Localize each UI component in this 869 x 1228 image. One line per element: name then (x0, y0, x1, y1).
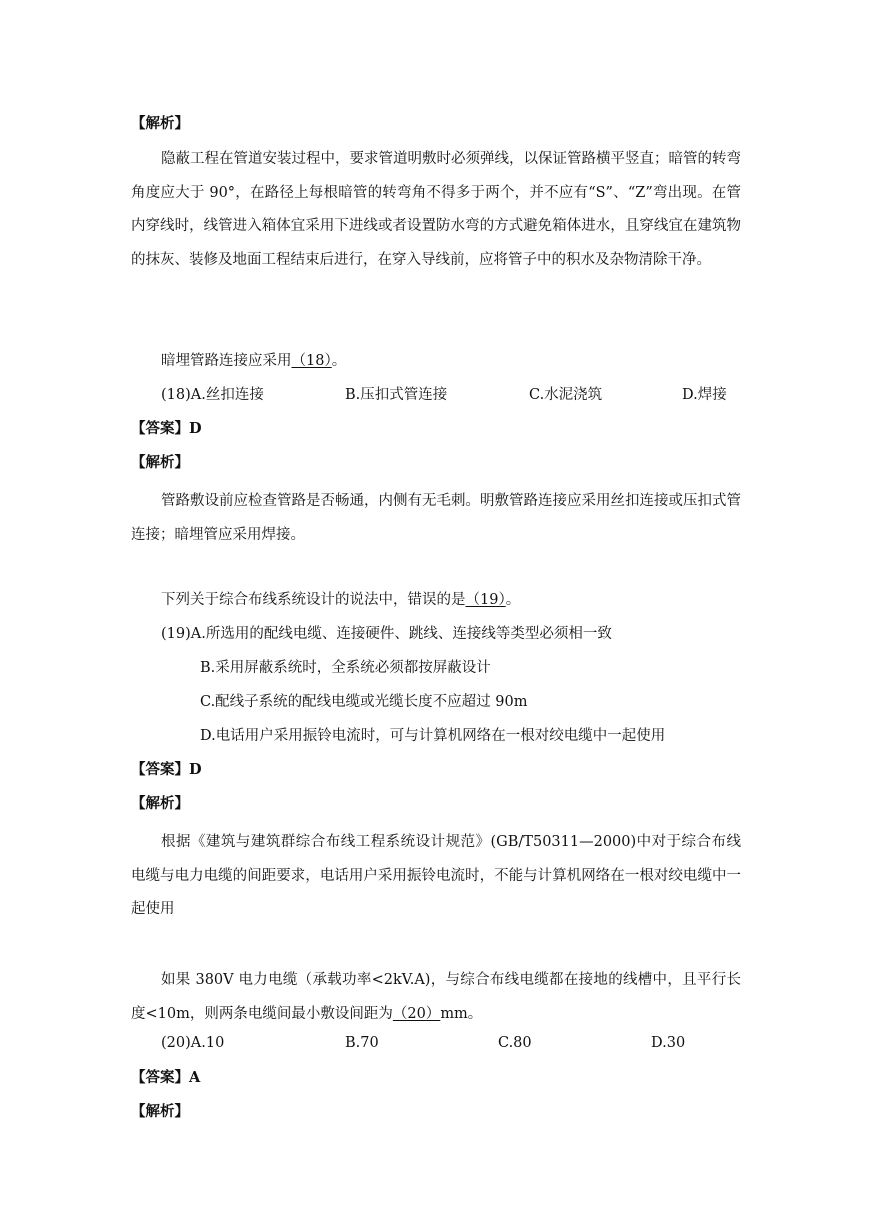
question-19-stem (161, 590, 520, 610)
answer-label: 【答案】 (131, 420, 189, 437)
analysis-heading-18: 【解析】 (131, 454, 189, 471)
analysis-heading-19: 【解析】 (131, 795, 189, 812)
answer-label: 【答案】 (131, 1069, 189, 1086)
answer-label: 【答案】 (131, 761, 189, 778)
answer-18 (131, 419, 202, 439)
question-19-blank: （19） (465, 592, 506, 608)
question-19-stem-pre: 下列关于综合布线系统设计的说法中，错误的是 (161, 592, 466, 608)
question-20-option-d: D.30 (651, 1035, 686, 1051)
question-18-blank: （18） (291, 353, 332, 369)
question-20-option-c: C.80 (498, 1035, 532, 1051)
analysis-text-1: 隐蔽工程在管道安装过程中，要求管道明敷时必须弹线，以保证管路横平竖直；暗管的转弯角度应大于 90°，在路径上每根暗管的转弯角不得多于两个，并不应有“S”、“Z”弯出现。在管内穿线时，线管进入箱体宜采用下进线或者设置防水弯的方式避免箱体进水，且穿线宜在建筑物的抹灰、装修及地面工程结束后进行，在穿入导线前，应将管子中的积水及杂物清除干净。 (131, 151, 741, 268)
question-20-stem-post: mm。 (440, 1005, 483, 1022)
question-20-stem (131, 964, 741, 1031)
question-20-stem-pre: 如果 380V 电力电缆（承载功率<2kV.A)，与综合布线电缆都在接地的线槽中，且平行长度<10m，则两条电缆间最小敷设间距为 (131, 972, 741, 1022)
question-20-option-b: B.70 (345, 1035, 379, 1051)
analysis-text-18: 管路敷设前应检查管路是否畅通，内侧有无毛刺。明敷管路连接应采用丝扣连接或压扣式管连接；暗埋管应采用焊接。 (131, 493, 741, 543)
analysis-heading-20: 【解析】 (131, 1103, 189, 1120)
question-19-option-a: (19)A.所选用的配线电缆、连接硬件、跳线、连接线等类型必须相一致 (161, 626, 612, 642)
question-18-option-d: D.焊接 (682, 387, 727, 403)
question-20-blank: （20） (392, 1005, 441, 1022)
analysis-text-19: 根据《建筑与建筑群综合布线工程系统设计规范》(GB/T50311—2000)中对于综合布线电缆与电力电缆的间距要求，电话用户采用振铃电流时，不能与计算机网络在一根对绞电缆中一起使用 (131, 834, 741, 917)
question-18-stem-pre: 暗埋管路连接应采用 (161, 353, 292, 369)
question-18-option-a: (18)A.丝扣连接 (161, 387, 264, 403)
question-18-option-b: B.压扣式管连接 (345, 387, 448, 403)
answer-value: D (189, 420, 202, 437)
question-19-option-d: D.电话用户采用振铃电流时，可与计算机网络在一根对绞电缆中一起使用 (200, 728, 666, 744)
answer-20 (131, 1068, 200, 1088)
question-19-option-c: C.配线子系统的配线电缆或光缆长度不应超过 90m (200, 694, 528, 710)
analysis-heading-1: 【解析】 (131, 115, 189, 132)
question-20-option-a: (20)A.10 (161, 1035, 225, 1051)
answer-value: A (189, 1069, 201, 1086)
question-18-stem (161, 351, 346, 371)
question-18-stem-post: 。 (331, 353, 347, 369)
answer-19 (131, 760, 202, 780)
question-19-stem-post: 。 (505, 592, 521, 608)
answer-value: D (189, 761, 202, 778)
question-18-option-c: C.水泥浇筑 (529, 387, 603, 403)
question-19-option-b: B.采用屏蔽系统时，全系统必须都按屏蔽设计 (200, 660, 491, 676)
